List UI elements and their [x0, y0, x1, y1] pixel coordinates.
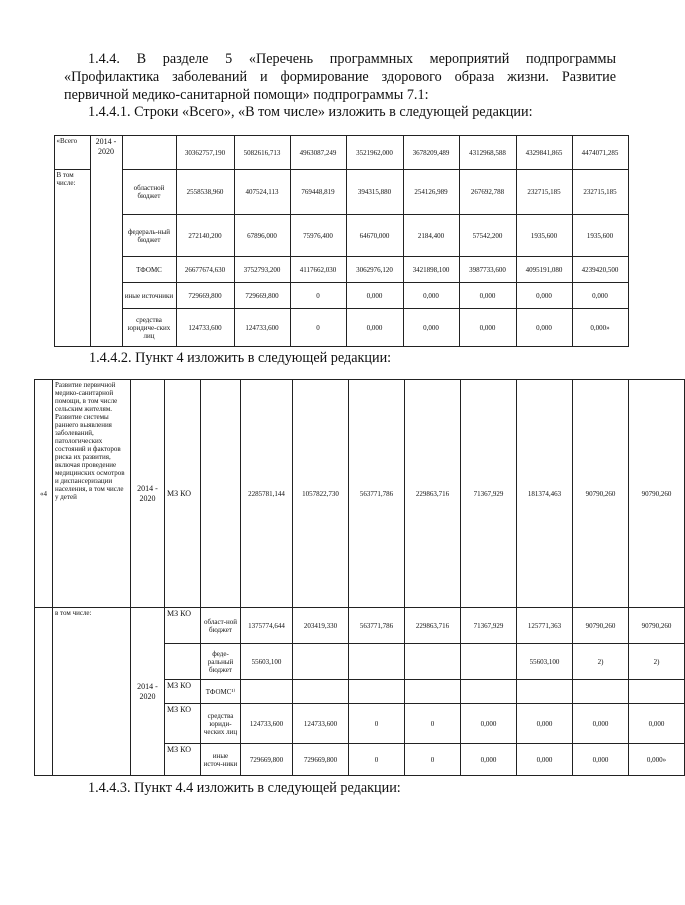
executor: МЗ КО — [165, 704, 201, 744]
cell: 4239420,500 — [572, 257, 628, 283]
cell: 64670,000 — [346, 215, 403, 257]
cell: 1935,600 — [516, 215, 572, 257]
including-label: в том числе: — [53, 608, 131, 776]
cell: 3421898,100 — [403, 257, 459, 283]
cell: 267692,788 — [459, 170, 516, 215]
cell: 90790,260 — [629, 380, 685, 608]
item-1-4-4-3-heading: 1.4.4.3. Пункт 4.4 изложить в следующей редакции: — [88, 780, 401, 796]
cell: 0,000 — [629, 704, 685, 744]
cell: 0,000 — [573, 744, 629, 776]
cell: 26677674,630 — [176, 257, 234, 283]
total-value: 4312968,588 — [459, 136, 516, 170]
cell: 2558538,960 — [176, 170, 234, 215]
total-value: 30362757,190 — [176, 136, 234, 170]
cell: 0,000 — [461, 744, 517, 776]
cell: 181374,463 — [517, 380, 573, 608]
item-4-table — [34, 379, 685, 776]
cell: 124733,600 — [234, 309, 290, 347]
cell: 125771,363 — [517, 608, 573, 644]
cell: 55603,100 — [517, 644, 573, 680]
cell: 124733,600 — [293, 704, 349, 744]
cell — [629, 680, 685, 704]
item-1-4-4-1-heading: 1.4.4.1. Строки «Всего», «В том числе» изложить в следующей редакции: — [88, 104, 533, 120]
cell — [349, 644, 405, 680]
cell: 75976,400 — [290, 215, 346, 257]
cell — [293, 680, 349, 704]
cell: 0 — [290, 309, 346, 347]
row-label: иные источники — [122, 283, 176, 309]
cell: 57542,200 — [459, 215, 516, 257]
row-label: област-ной бюджет — [201, 608, 241, 644]
cell — [461, 644, 517, 680]
row-label: средства юридиче-ских лиц — [122, 309, 176, 347]
cell: 124733,600 — [241, 704, 293, 744]
cell: 4117662,030 — [290, 257, 346, 283]
cell: 0,000 — [516, 309, 572, 347]
cell — [461, 680, 517, 704]
cell: 71367,929 — [461, 380, 517, 608]
item-number: «4 — [35, 380, 53, 608]
executor: МЗ КО — [165, 380, 201, 608]
years-cell: 2014 - 2020 — [90, 136, 122, 347]
cell: 0,000 — [459, 283, 516, 309]
total-value: 4963087,249 — [290, 136, 346, 170]
cell: 0,000 — [403, 309, 459, 347]
cell: 2285781,144 — [241, 380, 293, 608]
cell: 0 — [405, 744, 461, 776]
total-value: 3678209,489 — [403, 136, 459, 170]
cell: 563771,786 — [349, 608, 405, 644]
cell: 1057822,730 — [293, 380, 349, 608]
measure-description: Развитие первичной медико-санитарной помощи, в том числе сельским жителям. Развитие системы раннего выявления заболеваний, патологических состояний и факторов риска их развития, включая проведение медицинских осмотров и диспансеризации населения, в том числе у детей — [53, 380, 131, 608]
section-intro-paragraph: 1.4.4. В разделе 5 «Перечень программных мероприятий подпрограммы «Профилактика заболеваний и формирование здорового образа жизни. Развитие первичной медико-санитарной помощи» подпрограммы 7.1: — [64, 51, 616, 103]
row-label: феде-ральный бюджет — [201, 644, 241, 680]
cell: 229863,716 — [405, 608, 461, 644]
executor: МЗ КО — [165, 680, 201, 704]
cell: 3987733,600 — [459, 257, 516, 283]
cell: 0,000» — [572, 309, 628, 347]
cell: 229863,716 — [405, 380, 461, 608]
cell: 71367,929 — [461, 608, 517, 644]
total-value: 3521962,000 — [346, 136, 403, 170]
cell: 3752793,200 — [234, 257, 290, 283]
total-value: 4474071,285 — [572, 136, 628, 170]
cell: 1375774,644 — [241, 608, 293, 644]
cell: 729669,800 — [176, 283, 234, 309]
total-label: «Всего — [54, 136, 90, 170]
executor: МЗ КО — [165, 608, 201, 644]
cell: 67896,000 — [234, 215, 290, 257]
cell: 0,000 — [459, 309, 516, 347]
cell: 232715,185 — [572, 170, 628, 215]
cell: 0,000 — [517, 704, 573, 744]
cell: 2) — [573, 644, 629, 680]
cell: 407524,113 — [234, 170, 290, 215]
cell: 0,000 — [573, 704, 629, 744]
cell — [517, 680, 573, 704]
cell — [349, 680, 405, 704]
row-label: федераль-ный бюджет — [122, 215, 176, 257]
cell: 563771,786 — [349, 380, 405, 608]
cell: 0 — [405, 704, 461, 744]
total-value: 4329841,865 — [516, 136, 572, 170]
cell — [405, 680, 461, 704]
total-value: 5082616,713 — [234, 136, 290, 170]
years-cell: 2014 - 2020 — [131, 380, 165, 608]
cell: 729669,800 — [293, 744, 349, 776]
cell: 0,000 — [516, 283, 572, 309]
cell: 0,000» — [629, 744, 685, 776]
cell: 0,000 — [572, 283, 628, 309]
cell: 272140,200 — [176, 215, 234, 257]
cell: 0 — [349, 704, 405, 744]
row-label: иные источ-ники — [201, 744, 241, 776]
cell: 0 — [290, 283, 346, 309]
totals-table — [36, 135, 629, 347]
cell — [405, 644, 461, 680]
cell: 0,000 — [346, 309, 403, 347]
cell: 394315,880 — [346, 170, 403, 215]
cell: 90790,260 — [573, 608, 629, 644]
row-label: ТФОМС¹⁾ — [201, 680, 241, 704]
cell: 90790,260 — [629, 608, 685, 644]
cell: 90790,260 — [573, 380, 629, 608]
cell: 0,000 — [461, 704, 517, 744]
sub-years-cell: 2014 - 2020 — [131, 608, 165, 776]
cell: 254126,989 — [403, 170, 459, 215]
cell: 729669,800 — [241, 744, 293, 776]
cell: 2) — [629, 644, 685, 680]
cell — [573, 680, 629, 704]
cell: 3062976,120 — [346, 257, 403, 283]
cell: 0,000 — [517, 744, 573, 776]
cell: 124733,600 — [176, 309, 234, 347]
cell: 232715,185 — [516, 170, 572, 215]
executor — [165, 644, 201, 680]
cell: 0,000 — [403, 283, 459, 309]
including-label: В том числе: — [54, 170, 90, 347]
item-1-4-4-2-heading: 1.4.4.2. Пункт 4 изложить в следующей редакции: — [89, 350, 392, 366]
cell: 55603,100 — [241, 644, 293, 680]
cell: 1935,600 — [572, 215, 628, 257]
row-label: областной бюджет — [122, 170, 176, 215]
cell — [293, 644, 349, 680]
cell: 0 — [349, 744, 405, 776]
row-label: ТФОМС — [122, 257, 176, 283]
cell: 769448,819 — [290, 170, 346, 215]
cell — [241, 680, 293, 704]
cell: 729669,800 — [234, 283, 290, 309]
cell: 4095191,080 — [516, 257, 572, 283]
row-label: средства юриди-ческих лиц — [201, 704, 241, 744]
cell: 0,000 — [346, 283, 403, 309]
cell: 2184,400 — [403, 215, 459, 257]
executor: МЗ КО — [165, 744, 201, 776]
cell: 203419,330 — [293, 608, 349, 644]
